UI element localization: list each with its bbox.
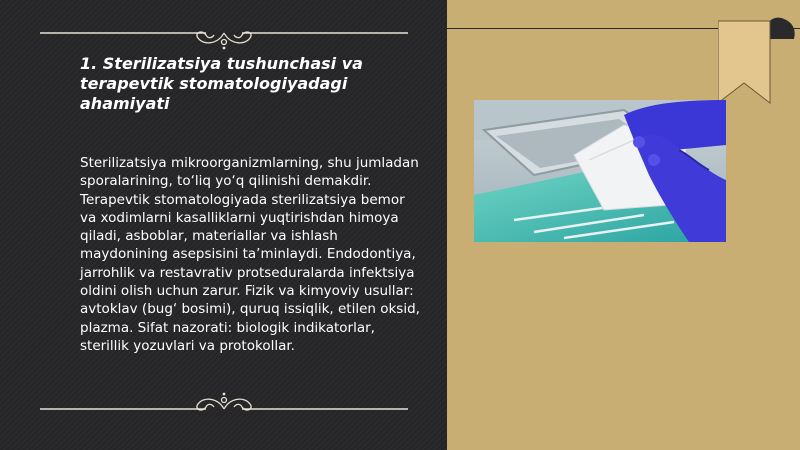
- ornament-top-divider-icon: [38, 30, 410, 50]
- bookmark-ribbon-icon: [718, 17, 798, 107]
- slide-title: 1. Sterilizatsiya tushunchasi va terapevtik stomatologiyadagi ahamiyati: [80, 54, 363, 113]
- slide-body-text: Sterilizatsiya mikroorganizmlarning, shu jumladan sporalarining, to‘liq yo‘q qilinishi demakdir. Terapevtik stomatologiyada sterilizatsiya bemor va xodimlarni kasalliklarni yuqtirishdan himoya qiladi, asboblar, materiallar va ishlash maydonining asepsisini ta’minlaydi. Endodontiya, jarrohlik va restavrativ protseduralarda infektsiya oldini olish uchun zarur. Fizik va kimyoviy usullar: avtoklav (bug‘ bosimi), quruq issiqlik, etilen oksid, plazma. Sifat nazorati: biologik indikatorlar, sterillik yozuvlari va protokollar.: [80, 155, 420, 354]
- sterilization-photo: [474, 100, 726, 242]
- ornament-bottom-divider-icon: [38, 392, 410, 412]
